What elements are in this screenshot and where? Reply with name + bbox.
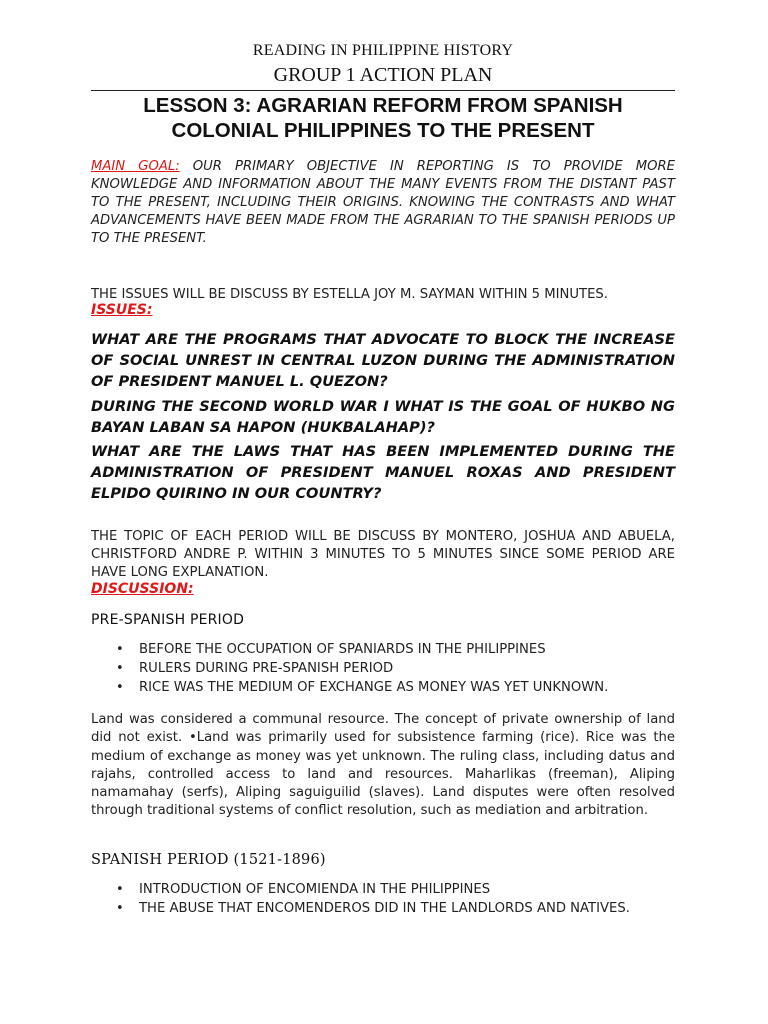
plan-title: GROUP 1 ACTION PLAN — [273, 64, 493, 86]
bullet-icon: • — [116, 661, 124, 676]
main-goal-paragraph — [91, 158, 675, 248]
spanish-bullets — [91, 880, 675, 918]
issues-label: ISSUES: — [91, 302, 153, 318]
issues-intro: THE ISSUES WILL BE DISCUSS BY ESTELLA JOY M. SAYMAN WITHIN 5 MINUTES. — [91, 287, 608, 302]
discussion-label: DISCUSSION: — [91, 581, 194, 597]
list-item: • THE ABUSE THAT ENCOMENDEROS DID IN THE LANDLORDS AND NATIVES. — [116, 901, 630, 916]
lesson-title — [91, 93, 675, 143]
issue-question-1: WHAT ARE THE PROGRAMS THAT ADVOCATE TO BLOCK THE INCREASE OF SOCIAL UNREST IN CENTRAL LUZON DURING THE ADMINISTRATION OF PRESIDENT MANUEL L. QUEZON? — [91, 331, 675, 390]
list-item: • RULERS DURING PRE-SPANISH PERIOD — [116, 661, 394, 676]
list-item: • BEFORE THE OCCUPATION OF SPANIARDS IN THE PHILIPPINES — [116, 642, 546, 657]
issue-question-2: DURING THE SECOND WORLD WAR I WHAT IS THE GOAL OF HUKBO NG BAYAN LABAN SA HAPON (HUKBALAHAP)? — [91, 398, 675, 436]
pre-spanish-bullets — [91, 640, 675, 697]
bullet-icon: • — [116, 901, 124, 916]
main-goal-label: MAIN GOAL: — [91, 159, 180, 174]
lesson-title-line-2: COLONIAL PHILIPPINES TO THE PRESENT — [171, 119, 595, 142]
discussion-intro: THE TOPIC OF EACH PERIOD WILL BE DISCUSS BY MONTERO, JOSHUA AND ABUELA, CHRISTFORD ANDRE P. WITHIN 3 MINUTES TO 5 MINUTES SINCE SOME PERIOD ARE HAVE LONG EXPLANATION. — [91, 529, 675, 580]
spanish-heading: SPANISH PERIOD (1521-1896) — [91, 852, 326, 868]
main-goal-text: OUR PRIMARY OBJECTIVE IN REPORTING IS TO PROVIDE MORE KNOWLEDGE AND INFORMATION ABOUT THE MANY EVENTS FROM THE DISTANT PAST TO THE PRESENT, INCLUDING THEIR ORIGINS. KNOWING THE CONTRASTS AND WHAT ADVANCEMENTS HAVE BEEN MADE FROM THE AGRARIAN TO THE SPANISH PERIODS UP TO THE PRESENT. — [91, 159, 675, 246]
header-divider — [91, 90, 675, 91]
bullet-icon: • — [116, 680, 124, 695]
lesson-title-line-1: LESSON 3: AGRARIAN REFORM FROM SPANISH — [143, 94, 623, 117]
list-item: • RICE WAS THE MEDIUM OF EXCHANGE AS MONEY WAS YET UNKNOWN. — [116, 680, 609, 695]
pre-spanish-heading: PRE-SPANISH PERIOD — [91, 612, 245, 628]
course-title: READING IN PHILIPPINE HISTORY — [252, 42, 514, 59]
pre-spanish-paragraph: Land was considered a communal resource. The concept of private ownership of land did not exist. •Land was primarily used for subsistence farming (rice). Rice was the medium of exchange as money was yet unknown. The ruling class, including datus and rajahs, controlled access to land and resources. Maharlikas (freeman), Aliping namamahay (serfs), Aliping saguiguilid (slaves). Land disputes were often resolved through traditional systems of conflict resolution, such as mediation and arbitration. — [91, 712, 675, 819]
bullet-icon: • — [116, 882, 124, 897]
bullet-icon: • — [116, 642, 124, 657]
list-item: • INTRODUCTION OF ENCOMIENDA IN THE PHILIPPINES — [116, 882, 491, 897]
issue-question-3: WHAT ARE THE LAWS THAT HAS BEEN IMPLEMENTED DURING THE ADMINISTRATION OF PRESIDENT MANUEL ROXAS AND PRESIDENT ELPIDO QUIRINO IN OUR COUNTRY? — [91, 443, 675, 502]
